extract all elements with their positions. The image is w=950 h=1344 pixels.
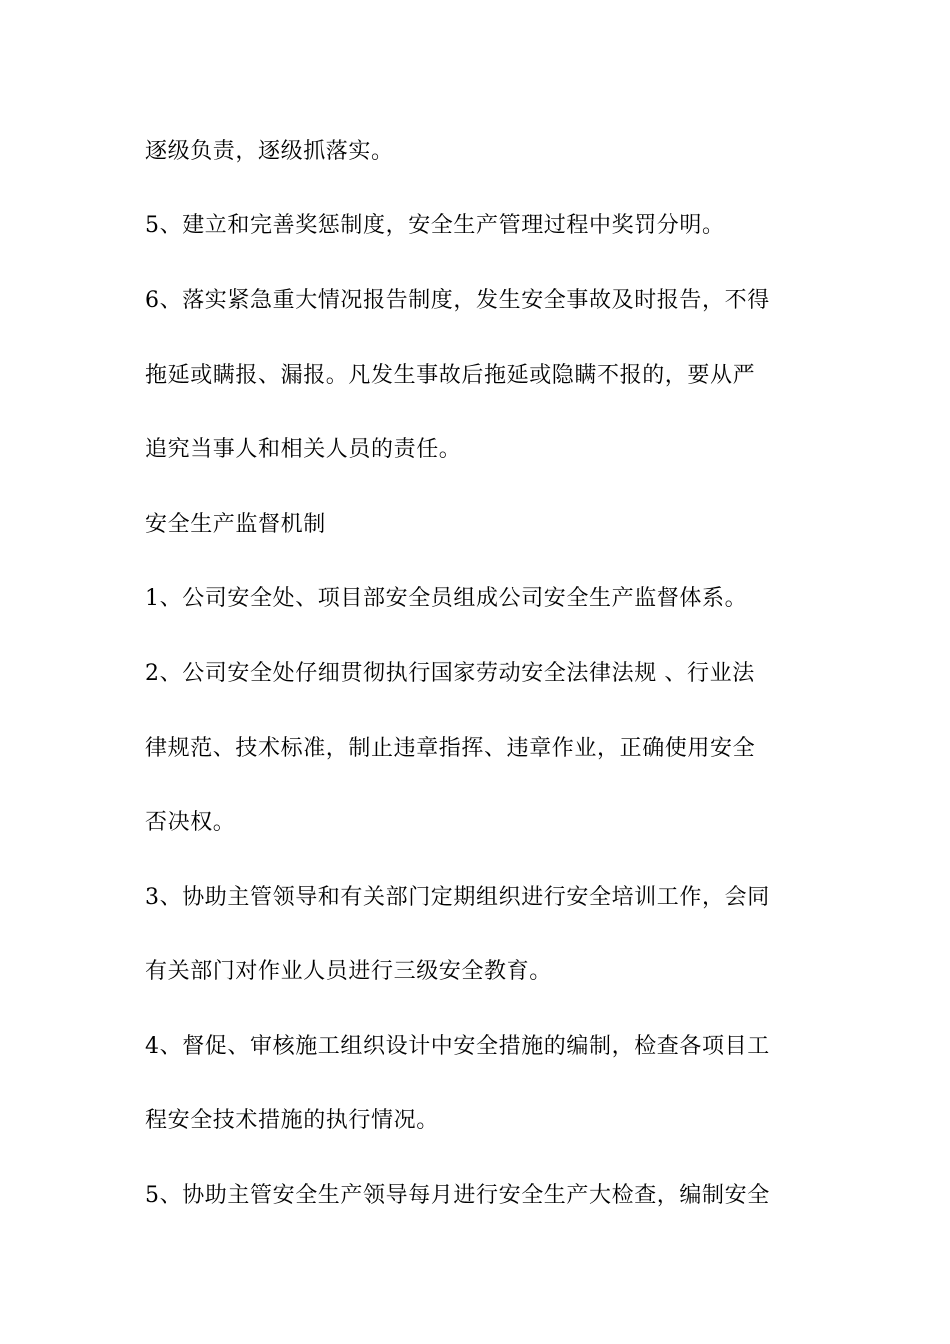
text-line: 追究当事人和相关人员的责任。 (145, 437, 462, 462)
text-line: 拖延或瞒报、漏报。凡发生事故后拖延或隐瞒不报的，要从严 (145, 363, 756, 388)
list-item-4-review: 4、督促、审核施工组织设计中安全措施的编制，检查各项目工 (145, 1034, 770, 1059)
text-line: 逐级负责，逐级抓落实。 (145, 139, 394, 164)
list-item-5-inspection: 5、协助主管安全生产领导每月进行安全生产大检查，编制安全 (145, 1183, 770, 1208)
list-item-2-law-enforcement: 2、公司安全处仔细贯彻执行国家劳动安全法律法规 、行业法 (145, 661, 755, 686)
text-line: 律规范、技术标准，制止违章指挥、违章作业，正确使用安全 (145, 736, 756, 761)
list-item-6-reporting: 6、落实紧急重大情况报告制度，发生安全事故及时报告，不得 (145, 288, 770, 313)
list-item-1-supervision-system: 1、公司安全处、项目部安全员组成公司安全生产监督体系。 (145, 586, 748, 611)
list-item-5-reward-penalty: 5、建立和完善奖惩制度，安全生产管理过程中奖罚分明。 (145, 213, 725, 238)
text-line: 有关部门对作业人员进行三级安全教育。 (145, 959, 552, 984)
list-item-3-training: 3、协助主管领导和有关部门定期组织进行安全培训工作，会同 (145, 885, 770, 910)
text-line: 否决权。 (145, 810, 236, 835)
section-heading: 安全生产监督机制 (145, 512, 326, 537)
text-line: 程安全技术措施的执行情况。 (145, 1108, 439, 1133)
